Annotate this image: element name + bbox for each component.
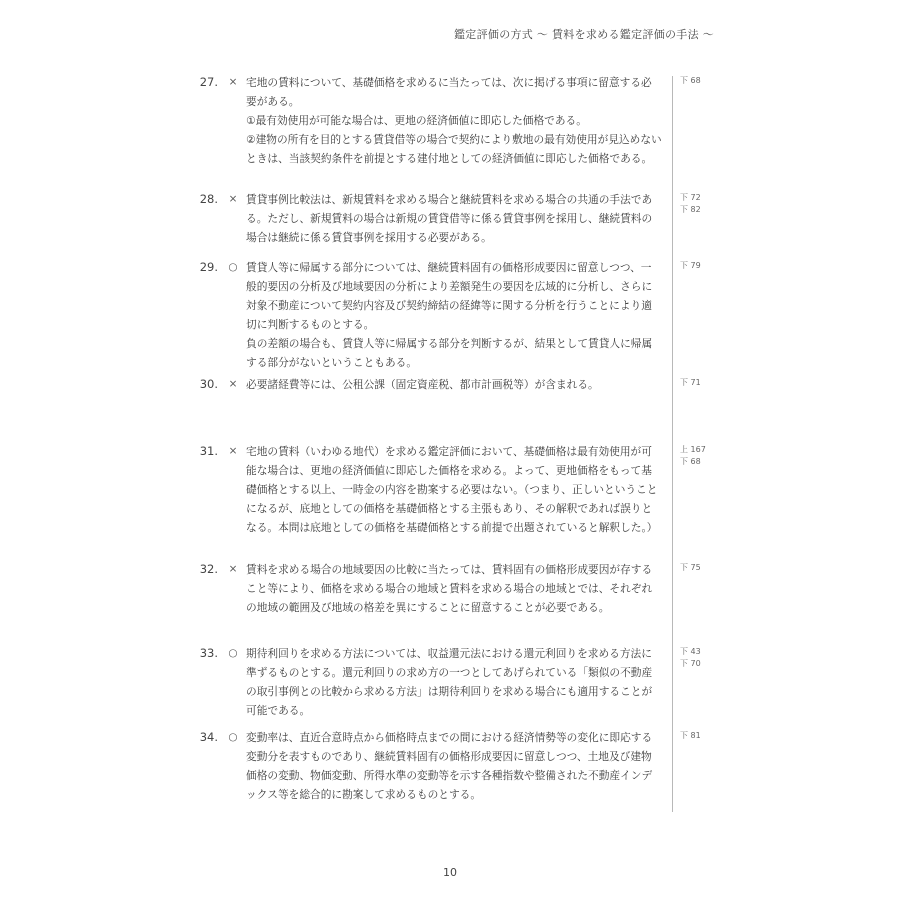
page-reference: 下 70: [680, 659, 701, 668]
page-references: [680, 560, 760, 574]
explanation-text: [246, 728, 662, 804]
page-references: [680, 442, 760, 468]
explanation-text: [246, 73, 662, 168]
explanation-paragraph: ①最有効使用が可能な場合は、更地の経済価値に即応した価格である。: [246, 114, 587, 127]
explanation-text: [246, 258, 662, 372]
page-reference: 下 75: [680, 563, 701, 572]
reference-column-divider: [672, 76, 673, 812]
answer-mark: ×: [228, 76, 238, 88]
answer-mark: ○: [228, 647, 238, 659]
explanation-text: [246, 644, 662, 720]
question-number: 29.: [199, 260, 218, 274]
question-number: 34.: [199, 730, 218, 744]
explanation-paragraph: 負の差額の場合も、賃貸人等に帰属する部分を判断するが、結果として賃貸人に帰属する部分がないということもある。: [246, 337, 653, 369]
explanation-text: [246, 560, 662, 617]
explanation-paragraph: ②建物の所有を目的とする賃貸借等の場合で契約により敷地の最有効使用が見込めないときは、当該契約条件を前提とする建付地としての経済価値に即応した価格である。: [246, 133, 662, 165]
question-number: 32.: [199, 562, 218, 576]
page-references: [680, 728, 760, 742]
page-reference: 下 71: [680, 378, 701, 387]
page-references: [680, 258, 760, 272]
answer-mark: ×: [228, 378, 238, 390]
explanation-paragraph: 変動率は、直近合意時点から価格時点までの間における経済情勢等の変化に即応する変動分を表すものであり、継続賃料固有の価格形成要因に留意しつつ、土地及び建物価格の変動、物価変動、所得水準の変動等を示す各種指数や整備された不動産インデックス等を総合的に勘案して求めるものとする。: [246, 731, 653, 801]
page-reference: 下 68: [680, 76, 701, 85]
page-reference: 下 79: [680, 261, 701, 270]
page-reference: 下 82: [680, 205, 701, 214]
page-references: [680, 375, 760, 389]
explanation-text: [246, 375, 662, 394]
answer-mark: ○: [228, 731, 238, 743]
question-number: 30.: [199, 377, 218, 391]
explanation-paragraph: 宅地の賃料について、基礎価格を求めるに当たっては、次に掲げる事項に留意する必要がある。: [246, 76, 652, 108]
page-reference: 下 68: [680, 457, 701, 466]
page-header-title: 鑑定評価の方式 ～ 賃料を求める鑑定評価の手法 ～: [454, 28, 714, 41]
page-references: [680, 73, 760, 87]
explanation-paragraph: 宅地の賃料（いわゆる地代）を求める鑑定評価において、基礎価格は最有効使用が可能な場合は、更地の経済価値に即応した価格を求める。よって、更地価格をもって基礎価格とする以上、一時金の内容を勘案する必要はない。（つまり、正しいということになるが、底地としての価格を基礎価格とする主張もあり、その解釈であれば誤りとなる。本問は底地としての価格を基礎価格とする前提で出題されていると解釈した。）: [246, 445, 658, 534]
page-number: 10: [443, 866, 457, 879]
page-references: [680, 644, 760, 670]
explanation-paragraph: 賃貸人等に帰属する部分については、継続賃料固有の価格形成要因に留意しつつ、一般的要因の分析及び地域要因の分析により差額発生の要因を広域的に分析し、さらに対象不動産について契約内容及び契約締結の経緯等に関する分析を行うことにより適切に判断するものとする。: [246, 261, 653, 331]
explanation-text: [246, 442, 662, 537]
answer-mark: ×: [228, 445, 238, 457]
question-number: 28.: [199, 192, 218, 206]
question-number: 27.: [199, 75, 218, 89]
page-reference: 上 167: [680, 445, 706, 454]
page-reference: 下 72: [680, 193, 701, 202]
page-reference: 下 43: [680, 647, 701, 656]
explanation-paragraph: 必要諸経費等には、公租公課（固定資産税、都市計画税等）が含まれる。: [246, 378, 599, 391]
explanation-paragraph: 賃料を求める場合の地域要因の比較に当たっては、賃料固有の価格形成要因が存すること等により、価格を求める場合の地域と賃料を求める場合の地域とでは、それぞれの地域の範囲及び地域の格差を異にすることに留意することが必要である。: [246, 563, 653, 614]
page-reference: 下 81: [680, 731, 701, 740]
answer-mark: ×: [228, 563, 238, 575]
answer-mark: ○: [228, 261, 238, 273]
explanation-paragraph: 賃貸事例比較法は、新規賃料を求める場合と継続賃料を求める場合の共通の手法である。ただし、新規賃料の場合は新規の賃貸借等に係る賃貸事例を採用し、継続賃料の場合は継続に係る賃貸事例を採用する必要がある。: [246, 193, 653, 244]
explanation-paragraph: 期待利回りを求める方法については、収益還元法における還元利回りを求める方法に準ずるものとする。還元利回りの求め方の一つとしてあげられている「類似の不動産の取引事例との比較から求める方法」は期待利回りを求める場合にも適用することが可能である。: [246, 647, 653, 717]
answer-mark: ×: [228, 193, 238, 205]
page-references: [680, 190, 760, 216]
question-number: 33.: [199, 646, 218, 660]
question-number: 31.: [199, 444, 218, 458]
explanation-text: [246, 190, 662, 247]
